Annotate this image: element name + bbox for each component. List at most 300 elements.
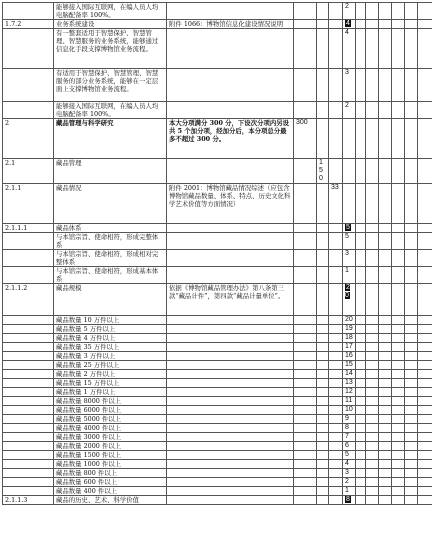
row-subscore-2 bbox=[329, 3, 343, 20]
row-max-score bbox=[294, 469, 317, 478]
empty-cell bbox=[366, 487, 379, 496]
empty-cell bbox=[366, 69, 379, 102]
empty-cell bbox=[405, 379, 418, 388]
empty-cell bbox=[418, 361, 432, 370]
empty-cell bbox=[356, 3, 366, 20]
empty-cell bbox=[418, 29, 432, 69]
row-code bbox=[3, 69, 54, 102]
row-code: 2.1 bbox=[3, 159, 54, 184]
empty-cell bbox=[405, 478, 418, 487]
empty-cell bbox=[405, 496, 418, 505]
empty-cell bbox=[418, 69, 432, 102]
row-description bbox=[167, 352, 294, 361]
empty-cell bbox=[366, 224, 379, 233]
row-code bbox=[3, 316, 54, 325]
row-score: 19 bbox=[343, 325, 356, 334]
empty-cell bbox=[379, 433, 392, 442]
empty-cell bbox=[379, 233, 392, 250]
row-description bbox=[167, 496, 294, 505]
row-score bbox=[343, 119, 356, 159]
highlighted-score: 20 bbox=[345, 284, 350, 299]
row-description bbox=[167, 451, 294, 460]
empty-cell bbox=[356, 284, 366, 316]
row-max-score bbox=[294, 20, 317, 29]
row-code bbox=[3, 3, 54, 20]
row-item: 藏品数量 3 万件以上 bbox=[54, 352, 167, 361]
row-code bbox=[3, 370, 54, 379]
table-row bbox=[3, 334, 432, 343]
row-code bbox=[3, 415, 54, 424]
empty-cell bbox=[405, 233, 418, 250]
table-row bbox=[3, 159, 432, 184]
empty-cell bbox=[379, 325, 392, 334]
empty-cell bbox=[418, 496, 432, 505]
empty-cell bbox=[366, 370, 379, 379]
row-code bbox=[3, 397, 54, 406]
row-score: 14 bbox=[343, 370, 356, 379]
row-description bbox=[167, 469, 294, 478]
table-row bbox=[3, 379, 432, 388]
table-row bbox=[3, 352, 432, 361]
row-score: 17 bbox=[343, 343, 356, 352]
empty-cell bbox=[379, 3, 392, 20]
empty-cell bbox=[356, 397, 366, 406]
row-subscore-2 bbox=[329, 233, 343, 250]
table-row bbox=[3, 325, 432, 334]
row-max-score bbox=[294, 460, 317, 469]
empty-cell bbox=[356, 415, 366, 424]
row-subscore-2 bbox=[329, 267, 343, 284]
empty-cell bbox=[418, 442, 432, 451]
empty-cell bbox=[392, 424, 405, 433]
empty-cell bbox=[392, 184, 405, 224]
row-item: 与本馆宗旨、使命相符，形成完整体系 bbox=[54, 233, 167, 250]
table-row bbox=[3, 184, 432, 224]
empty-cell bbox=[405, 388, 418, 397]
row-item: 藏品规模 bbox=[54, 284, 167, 316]
empty-cell bbox=[418, 250, 432, 267]
row-item: 藏品数量 8000 件以上 bbox=[54, 397, 167, 406]
empty-cell bbox=[356, 334, 366, 343]
empty-cell bbox=[356, 469, 366, 478]
empty-cell bbox=[405, 487, 418, 496]
row-description bbox=[167, 102, 294, 119]
empty-cell bbox=[366, 379, 379, 388]
row-subscore-2 bbox=[329, 361, 343, 370]
empty-cell bbox=[356, 352, 366, 361]
empty-cell bbox=[379, 284, 392, 316]
row-code bbox=[3, 102, 54, 119]
empty-cell bbox=[392, 406, 405, 415]
row-code bbox=[3, 442, 54, 451]
row-score bbox=[343, 284, 356, 316]
row-code bbox=[3, 361, 54, 370]
empty-cell bbox=[418, 388, 432, 397]
row-score: 18 bbox=[343, 334, 356, 343]
empty-cell bbox=[356, 370, 366, 379]
empty-cell bbox=[356, 478, 366, 487]
row-max-score bbox=[294, 379, 317, 388]
row-item: 藏品数量 5000 件以上 bbox=[54, 415, 167, 424]
table-row bbox=[3, 29, 432, 69]
row-item: 有一整套适用于智慧保护、智慧管理、智慧服务的业务系统，能够通过信息化手段支撑博物馆业务流程。 bbox=[54, 29, 167, 69]
row-description bbox=[167, 370, 294, 379]
empty-cell bbox=[392, 325, 405, 334]
empty-cell bbox=[418, 159, 432, 184]
empty-cell bbox=[379, 379, 392, 388]
empty-cell bbox=[379, 451, 392, 460]
row-subscore bbox=[317, 3, 329, 20]
table-row bbox=[3, 361, 432, 370]
empty-cell bbox=[356, 250, 366, 267]
table-row bbox=[3, 224, 432, 233]
empty-cell bbox=[356, 159, 366, 184]
empty-cell bbox=[405, 102, 418, 119]
row-description bbox=[167, 69, 294, 102]
row-max-score bbox=[294, 415, 317, 424]
row-description bbox=[167, 397, 294, 406]
row-subscore bbox=[317, 267, 329, 284]
empty-cell bbox=[366, 352, 379, 361]
row-code bbox=[3, 325, 54, 334]
table-row bbox=[3, 451, 432, 460]
empty-cell bbox=[366, 250, 379, 267]
empty-cell bbox=[379, 370, 392, 379]
row-code bbox=[3, 29, 54, 69]
row-item: 能够接入国际互联网，在编人员人均电脑配备率 100%。 bbox=[54, 3, 167, 20]
row-score: 6 bbox=[343, 442, 356, 451]
table-row bbox=[3, 250, 432, 267]
row-score: 3 bbox=[343, 250, 356, 267]
empty-cell bbox=[356, 379, 366, 388]
row-subscore-2 bbox=[329, 442, 343, 451]
row-max-score bbox=[294, 267, 317, 284]
row-subscore-2 bbox=[329, 29, 343, 69]
empty-cell bbox=[418, 284, 432, 316]
empty-cell bbox=[379, 478, 392, 487]
table-row bbox=[3, 20, 432, 29]
row-max-score bbox=[294, 343, 317, 352]
empty-cell bbox=[356, 102, 366, 119]
row-subscore-2 bbox=[329, 102, 343, 119]
row-code: 2 bbox=[3, 119, 54, 159]
row-score: 20 bbox=[343, 316, 356, 325]
row-subscore-2 bbox=[329, 159, 343, 184]
row-item: 业务系统建设 bbox=[54, 20, 167, 29]
row-code bbox=[3, 334, 54, 343]
row-subscore bbox=[317, 361, 329, 370]
row-max-score bbox=[294, 184, 317, 224]
row-subscore bbox=[317, 352, 329, 361]
empty-cell bbox=[379, 415, 392, 424]
empty-cell bbox=[392, 370, 405, 379]
empty-cell bbox=[356, 487, 366, 496]
row-subscore-2 bbox=[329, 20, 343, 29]
empty-cell bbox=[405, 159, 418, 184]
row-subscore-2 bbox=[329, 424, 343, 433]
row-subscore bbox=[317, 102, 329, 119]
table-row bbox=[3, 343, 432, 352]
empty-cell bbox=[379, 334, 392, 343]
row-description bbox=[167, 433, 294, 442]
row-code bbox=[3, 469, 54, 478]
row-score: 1 bbox=[343, 267, 356, 284]
empty-cell bbox=[392, 496, 405, 505]
row-code: 2.1.1.2 bbox=[3, 284, 54, 316]
empty-cell bbox=[366, 102, 379, 119]
row-item: 藏品数量 10 万件以上 bbox=[54, 316, 167, 325]
row-subscore-2 bbox=[329, 284, 343, 316]
row-score bbox=[343, 184, 356, 224]
empty-cell bbox=[379, 361, 392, 370]
row-subscore-2 bbox=[329, 316, 343, 325]
empty-cell bbox=[418, 433, 432, 442]
table-row bbox=[3, 102, 432, 119]
row-max-score bbox=[294, 352, 317, 361]
empty-cell bbox=[366, 388, 379, 397]
table-row bbox=[3, 424, 432, 433]
row-item: 有适用于智慧保护、智慧管理、智慧服务的部分业务系统，能够在一定层面上支撑博物馆业务流程。 bbox=[54, 69, 167, 102]
row-description: 依据《博物馆藏品管理办法》第八条第三款“藏品计件”，第四款“藏品计量单位”。 bbox=[167, 284, 294, 316]
empty-cell bbox=[366, 284, 379, 316]
empty-cell bbox=[366, 415, 379, 424]
table-row bbox=[3, 267, 432, 284]
row-max-score bbox=[294, 102, 317, 119]
table-row bbox=[3, 487, 432, 496]
empty-cell bbox=[356, 496, 366, 505]
empty-cell bbox=[356, 343, 366, 352]
empty-cell bbox=[392, 334, 405, 343]
empty-cell bbox=[392, 397, 405, 406]
empty-cell bbox=[418, 370, 432, 379]
row-score: 9 bbox=[343, 415, 356, 424]
row-description bbox=[167, 415, 294, 424]
row-code: 1.7.2 bbox=[3, 20, 54, 29]
row-description bbox=[167, 478, 294, 487]
row-description bbox=[167, 29, 294, 69]
empty-cell bbox=[356, 424, 366, 433]
empty-cell bbox=[392, 343, 405, 352]
row-code bbox=[3, 233, 54, 250]
empty-cell bbox=[366, 433, 379, 442]
empty-cell bbox=[418, 3, 432, 20]
row-max-score bbox=[294, 442, 317, 451]
row-subscore bbox=[317, 250, 329, 267]
row-score bbox=[343, 496, 356, 505]
row-description bbox=[167, 224, 294, 233]
row-subscore bbox=[317, 224, 329, 233]
empty-cell bbox=[366, 119, 379, 159]
row-subscore-2 bbox=[329, 325, 343, 334]
empty-cell bbox=[405, 3, 418, 20]
table-row bbox=[3, 433, 432, 442]
row-max-score bbox=[294, 316, 317, 325]
row-max-score bbox=[294, 433, 317, 442]
row-subscore bbox=[317, 469, 329, 478]
row-description bbox=[167, 406, 294, 415]
empty-cell bbox=[356, 451, 366, 460]
table-body bbox=[3, 3, 432, 505]
row-subscore-2 bbox=[329, 250, 343, 267]
empty-cell bbox=[366, 478, 379, 487]
empty-cell bbox=[356, 29, 366, 69]
row-item: 藏品数量 6000 件以上 bbox=[54, 406, 167, 415]
row-description bbox=[167, 267, 294, 284]
empty-cell bbox=[392, 460, 405, 469]
row-subscore bbox=[317, 370, 329, 379]
row-max-score bbox=[294, 388, 317, 397]
row-item: 藏品数量 400 件以上 bbox=[54, 487, 167, 496]
row-description bbox=[167, 3, 294, 20]
table-row bbox=[3, 119, 432, 159]
row-score: 3 bbox=[343, 69, 356, 102]
empty-cell bbox=[405, 469, 418, 478]
empty-cell bbox=[366, 325, 379, 334]
row-code: 2.1.1.3 bbox=[3, 496, 54, 505]
row-max-score bbox=[294, 69, 317, 102]
row-subscore bbox=[317, 388, 329, 397]
empty-cell bbox=[356, 224, 366, 233]
row-item: 藏品的历史、艺术、科学价值 bbox=[54, 496, 167, 505]
empty-cell bbox=[405, 352, 418, 361]
empty-cell bbox=[366, 361, 379, 370]
row-max-score bbox=[294, 29, 317, 69]
empty-cell bbox=[405, 370, 418, 379]
row-subscore-2 bbox=[329, 334, 343, 343]
empty-cell bbox=[418, 224, 432, 233]
row-subscore-2 bbox=[329, 478, 343, 487]
empty-cell bbox=[392, 29, 405, 69]
row-score: 11 bbox=[343, 397, 356, 406]
empty-cell bbox=[379, 184, 392, 224]
row-score bbox=[343, 159, 356, 184]
row-description bbox=[167, 343, 294, 352]
row-item: 藏品数量 800 件以上 bbox=[54, 469, 167, 478]
empty-cell bbox=[379, 397, 392, 406]
row-item: 藏品数量 5 万件以上 bbox=[54, 325, 167, 334]
row-subscore-2 bbox=[329, 69, 343, 102]
row-description bbox=[167, 460, 294, 469]
row-subscore bbox=[317, 478, 329, 487]
row-item: 藏品数量 3000 件以上 bbox=[54, 433, 167, 442]
row-score: 10 bbox=[343, 406, 356, 415]
row-description: 附件 2001：博物馆藏品情况综述（应包含博物馆藏品数量、体系、特点、历史文化科学艺术价值等方面情况） bbox=[167, 184, 294, 224]
row-code bbox=[3, 478, 54, 487]
empty-cell bbox=[379, 102, 392, 119]
table-row bbox=[3, 478, 432, 487]
row-item: 藏品数量 2 万件以上 bbox=[54, 370, 167, 379]
empty-cell bbox=[366, 233, 379, 250]
row-score: 2 bbox=[343, 102, 356, 119]
row-subscore bbox=[317, 284, 329, 316]
empty-cell bbox=[356, 316, 366, 325]
evaluation-table bbox=[2, 2, 432, 505]
empty-cell bbox=[392, 379, 405, 388]
row-subscore bbox=[317, 433, 329, 442]
row-subscore-2 bbox=[329, 397, 343, 406]
row-description bbox=[167, 379, 294, 388]
empty-cell bbox=[379, 250, 392, 267]
row-score: 7 bbox=[343, 433, 356, 442]
empty-cell bbox=[366, 334, 379, 343]
empty-cell bbox=[366, 451, 379, 460]
row-score bbox=[343, 224, 356, 233]
row-subscore-2 bbox=[329, 379, 343, 388]
row-item: 藏品数量 15 万件以上 bbox=[54, 379, 167, 388]
table-row bbox=[3, 284, 432, 316]
row-item: 藏品数量 4 万件以上 bbox=[54, 334, 167, 343]
empty-cell bbox=[405, 343, 418, 352]
empty-cell bbox=[405, 424, 418, 433]
table-row bbox=[3, 370, 432, 379]
row-subscore bbox=[317, 233, 329, 250]
row-description: 附件 1066：博物馆信息化建设情况说明 bbox=[167, 20, 294, 29]
empty-cell bbox=[392, 3, 405, 20]
row-description bbox=[167, 325, 294, 334]
empty-cell bbox=[405, 415, 418, 424]
empty-cell bbox=[392, 250, 405, 267]
row-item: 藏品体系 bbox=[54, 224, 167, 233]
row-code bbox=[3, 388, 54, 397]
row-max-score bbox=[294, 334, 317, 343]
empty-cell bbox=[356, 460, 366, 469]
row-subscore-2 bbox=[329, 370, 343, 379]
empty-cell bbox=[392, 415, 405, 424]
empty-cell bbox=[418, 316, 432, 325]
row-subscore bbox=[317, 424, 329, 433]
row-item: 藏品数量 1500 件以上 bbox=[54, 451, 167, 460]
row-code bbox=[3, 343, 54, 352]
empty-cell bbox=[392, 224, 405, 233]
row-subscore bbox=[317, 379, 329, 388]
empty-cell bbox=[405, 284, 418, 316]
row-subscore bbox=[317, 29, 329, 69]
row-max-score: 300 bbox=[294, 119, 317, 159]
empty-cell bbox=[356, 119, 366, 159]
empty-cell bbox=[379, 267, 392, 284]
row-score: 2 bbox=[343, 3, 356, 20]
empty-cell bbox=[418, 325, 432, 334]
empty-cell bbox=[418, 184, 432, 224]
empty-cell bbox=[418, 451, 432, 460]
row-score: 16 bbox=[343, 352, 356, 361]
empty-cell bbox=[405, 316, 418, 325]
row-item: 藏品情况 bbox=[54, 184, 167, 224]
empty-cell bbox=[392, 361, 405, 370]
row-score: 5 bbox=[343, 451, 356, 460]
table-row bbox=[3, 496, 432, 505]
row-subscore: 150 bbox=[317, 159, 329, 184]
row-max-score bbox=[294, 284, 317, 316]
empty-cell bbox=[366, 267, 379, 284]
empty-cell bbox=[379, 119, 392, 159]
row-subscore bbox=[317, 20, 329, 29]
row-description: 本大分项满分 300 分，下设次分项内另设共 5 个加分项，经加分后，本分项总分最多不超过 300 分。 bbox=[167, 119, 294, 159]
row-subscore bbox=[317, 69, 329, 102]
empty-cell bbox=[379, 159, 392, 184]
empty-cell bbox=[405, 460, 418, 469]
row-subscore-2 bbox=[329, 496, 343, 505]
row-max-score bbox=[294, 451, 317, 460]
empty-cell bbox=[392, 451, 405, 460]
empty-cell bbox=[366, 496, 379, 505]
row-score: 3 bbox=[343, 469, 356, 478]
row-description bbox=[167, 487, 294, 496]
row-code bbox=[3, 460, 54, 469]
row-max-score bbox=[294, 361, 317, 370]
row-code: 2.1.1 bbox=[3, 184, 54, 224]
row-max-score bbox=[294, 325, 317, 334]
